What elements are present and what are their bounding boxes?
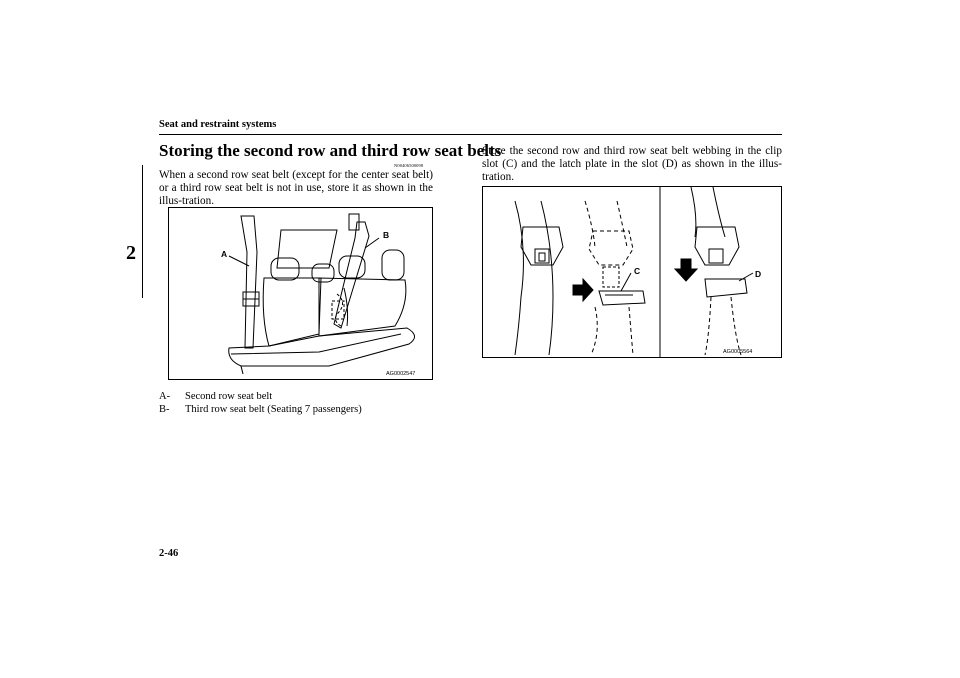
callout-d: D: [755, 269, 762, 279]
figure-code: AG0005564: [723, 349, 753, 355]
legend-item: [159, 403, 362, 416]
legend-key: B-: [159, 404, 170, 415]
clip-slot-illustration: [482, 186, 782, 358]
section-header: Seat and restraint systems: [159, 119, 277, 130]
legend-item: [159, 390, 362, 403]
legend-text: Second row seat belt: [185, 391, 273, 402]
chapter-number: 2: [126, 242, 136, 264]
intro-paragraph: When a second row seat belt (except for the center seat belt) or a third row seat belt is not in use, store it as shown in the illus-tration.: [159, 169, 433, 207]
legend-key: A-: [159, 391, 171, 402]
callout-b: B: [383, 230, 390, 240]
rear-seats-drawing: [169, 208, 432, 379]
storage-paragraph: Store the second row and third row seat belt webbing in the clip slot (C) and the latch plate in the slot (D) as shown in the illus-tration.: [482, 145, 782, 183]
page-title: Storing the second row and third row seat belts: [159, 141, 502, 160]
header-rule: [159, 134, 782, 135]
page-number: 2-46: [159, 548, 179, 559]
belt-clip-drawing: [483, 187, 781, 357]
legend-list: [159, 390, 362, 416]
legend-text: Third row seat belt (Seating 7 passengers): [185, 404, 362, 415]
callout-a: A: [221, 249, 228, 259]
reference-code: N00406500098: [394, 163, 424, 168]
seat-belt-illustration: [168, 207, 433, 380]
callout-c: C: [634, 266, 641, 276]
figure-code: AG0002547: [386, 371, 416, 377]
chapter-tab-rule: [142, 165, 143, 298]
